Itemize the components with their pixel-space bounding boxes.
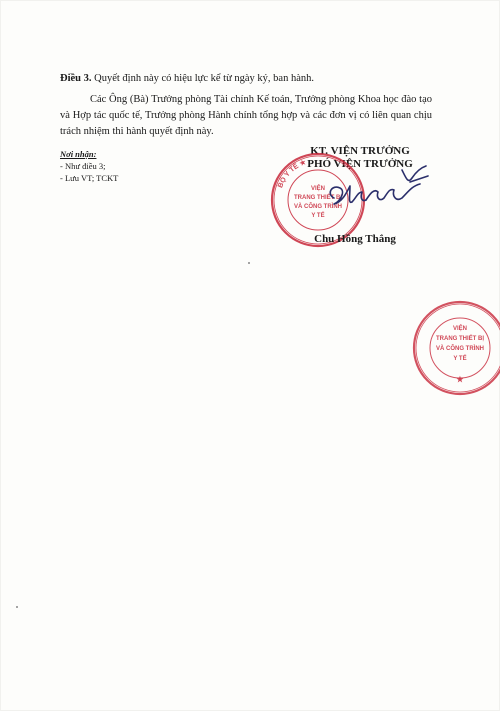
seal-line: VÀ CÔNG TRÌNH xyxy=(436,346,484,352)
seal-line: VÀ CÔNG TRÌNH xyxy=(294,204,342,210)
article-3-text: Quyết định này có hiệu lực kể từ ngày ký, ban hành. xyxy=(91,73,314,84)
signer-name: Chu Hồng Thắng xyxy=(314,233,396,245)
star-icon: ★ xyxy=(456,375,464,384)
seal-line: TRANG THIẾT BỊ xyxy=(294,195,342,201)
seal-line: TRANG THIẾT BỊ xyxy=(436,336,484,342)
recipient-item: - Như điều 3; xyxy=(60,161,106,171)
signature-heading-line2: PHÓ VIỆN TRƯỞNG xyxy=(307,158,413,170)
recipients-title: Nơi nhận: xyxy=(60,149,97,159)
recipients-block xyxy=(60,148,200,184)
page-edge-seal xyxy=(390,296,500,400)
responsibility-paragraph: Các Ông (Bà) Trưởng phòng Tài chính Kế toán, Trưởng phòng Khoa học đào tạo và Hợp tác quốc tế, Trưởng phòng Hành chính tổng hợp và các đơn vị có liên quan chịu trách nhiệm thi hành quyết định này. xyxy=(60,94,432,137)
seal-line: Y TẾ xyxy=(311,213,325,219)
article-3-label: Điều 3. xyxy=(60,73,92,84)
signature-heading-line1: KT. VIỆN TRƯỞNG xyxy=(310,145,410,157)
scan-speck xyxy=(16,606,18,608)
seal-line: VIỆN xyxy=(310,186,326,192)
seal-line: VIỆN xyxy=(452,326,468,332)
seal-ring-text: BỘ Y TẾ ★ xyxy=(277,159,308,189)
scan-speck xyxy=(248,262,250,264)
article-3 xyxy=(60,72,460,86)
seal-line: Y TẾ xyxy=(453,356,467,362)
handwritten-signature xyxy=(316,158,436,224)
recipient-item: - Lưu VT; TCKT xyxy=(60,173,119,183)
